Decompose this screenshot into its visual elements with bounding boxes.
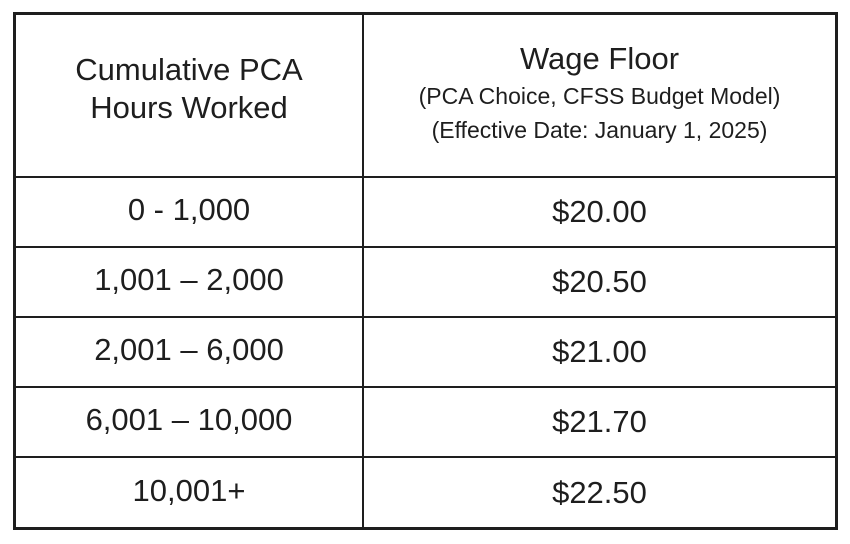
header-hours-line1: Cumulative PCA bbox=[75, 51, 303, 87]
wage-floor-table bbox=[13, 12, 838, 530]
header-hours-worked bbox=[16, 15, 364, 178]
table-cell-hours: 1,001 – 2,000 bbox=[16, 248, 364, 318]
table-cell-wage: $21.70 bbox=[364, 388, 835, 458]
header-wage-model: (PCA Choice, CFSS Budget Model) bbox=[418, 82, 781, 109]
header-hours-line2: Hours Worked bbox=[90, 89, 288, 125]
table-cell-hours: 2,001 – 6,000 bbox=[16, 318, 364, 388]
table-cell-wage: $20.00 bbox=[364, 178, 835, 248]
table-cell-hours: 10,001+ bbox=[16, 458, 364, 527]
table-cell-wage: $21.00 bbox=[364, 318, 835, 388]
header-wage-title: Wage Floor bbox=[519, 40, 680, 76]
table-cell-hours: 6,001 – 10,000 bbox=[16, 388, 364, 458]
table-cell-wage: $20.50 bbox=[364, 248, 835, 318]
header-wage-floor bbox=[364, 15, 835, 178]
header-wage-effective-date: (Effective Date: January 1, 2025) bbox=[431, 116, 768, 143]
table-cell-wage: $22.50 bbox=[552, 474, 647, 510]
table-cell-hours: 0 - 1,000 bbox=[16, 178, 364, 248]
